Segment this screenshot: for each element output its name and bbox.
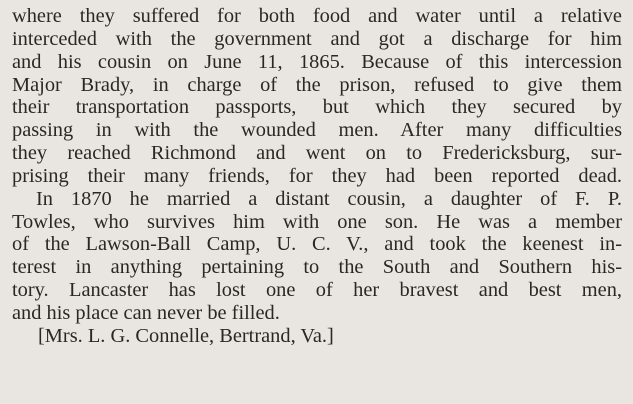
text-line: their transportation passports, but which they secured by <box>12 96 622 119</box>
paragraph-later-life <box>12 188 622 325</box>
text-line: Towles, who survives him with one son. He was a member <box>12 210 622 233</box>
text-line: and his cousin on June 11, 1865. Because of this intercession <box>12 50 622 73</box>
paragraph-prison-release <box>12 5 622 188</box>
text-line: prising their many friends, for they had been reported dead. <box>12 164 622 187</box>
text-line: where they suffered for both food and water until a relative <box>12 5 622 27</box>
document-text <box>12 5 622 348</box>
text-line-indented: In 1870 he married a distant cousin, a daughter of F. P. <box>36 187 622 210</box>
text-line: of the Lawson-Ball Camp, U. C. V., and took the keenest in- <box>12 233 622 256</box>
author-signature: [Mrs. L. G. Connelle, Bertrand, Va.] <box>38 324 334 347</box>
text-line: interceded with the government and got a discharge for him <box>12 27 622 50</box>
text-line: and his place can never be filled. <box>12 301 280 324</box>
text-line: Major Brady, in charge of the prison, refused to give them <box>12 73 622 96</box>
text-line: they reached Richmond and went on to Fredericksburg, sur- <box>12 142 622 165</box>
text-line: terest in anything pertaining to the South and Southern his- <box>12 256 622 279</box>
text-line: tory. Lancaster has lost one of her bravest and best men, <box>12 279 622 302</box>
text-line: passing in with the wounded men. After many difficulties <box>12 119 622 142</box>
